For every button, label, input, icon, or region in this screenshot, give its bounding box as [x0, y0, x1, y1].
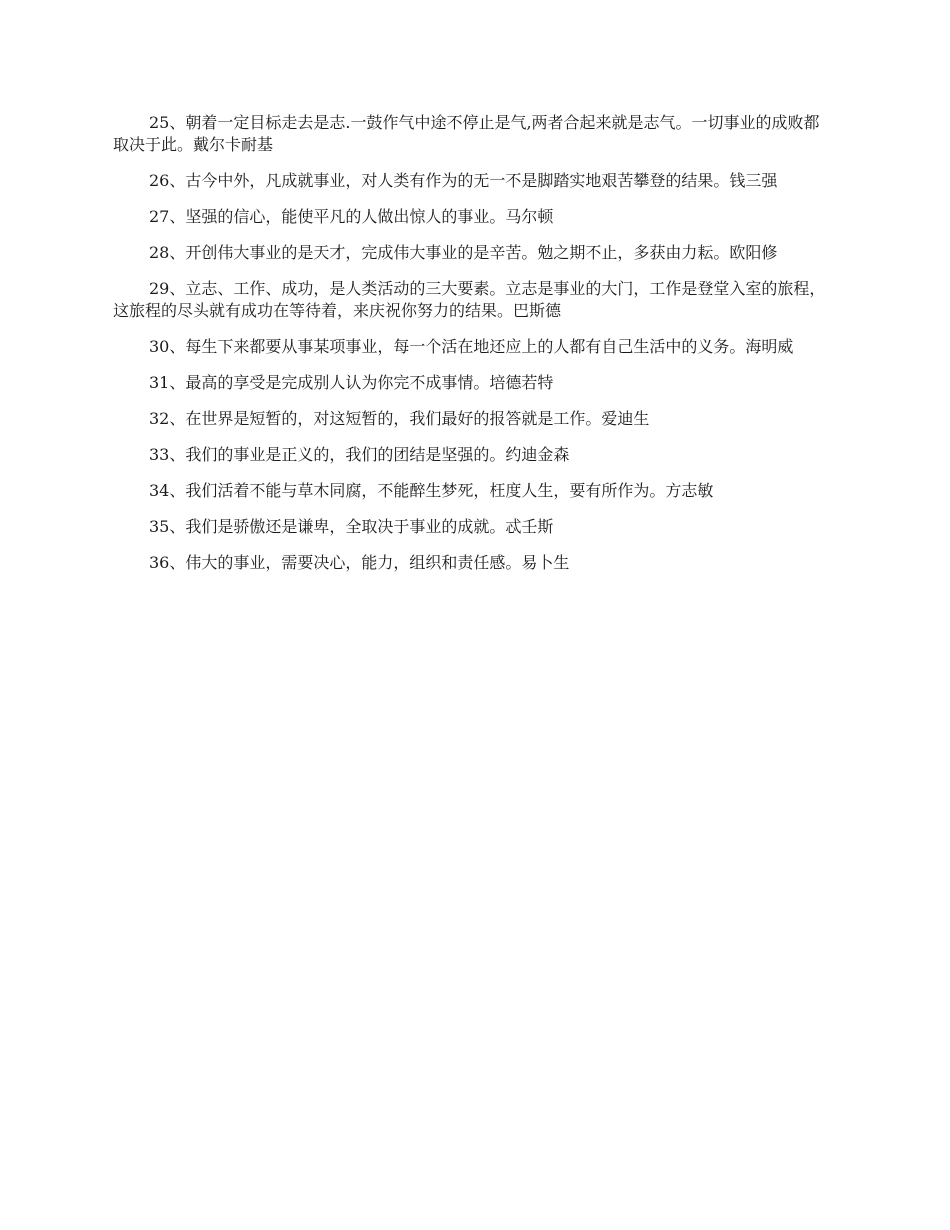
quote-paragraph: 29、立志、工作、成功，是人类活动的三大要素。立志是事业的大门，工作是登堂入室的旅程，这旅程的尽头就有成功在等待着，来庆祝你努力的结果。巴斯德: [113, 279, 826, 320]
quote-paragraph: 25、朝着一定目标走去是志.一鼓作气中途不停止是气,两者合起来就是志气。一切事业的成败都取决于此。戴尔卡耐基: [113, 113, 820, 154]
quote-paragraph: 35、我们是骄傲还是谦卑，全取决于事业的成就。忒壬斯: [149, 517, 554, 536]
quote-paragraph: 30、每生下来都要从事某项事业，每一个活在地还应上的人都有自己生活中的义务。海明威: [149, 337, 794, 356]
quote-paragraph: 33、我们的事业是正义的，我们的团结是坚强的。约迪金森: [149, 445, 570, 464]
quote-paragraph: 34、我们活着不能与草木同腐，不能醉生梦死，枉度人生，要有所作为。方志敏: [149, 481, 714, 500]
quote-paragraph: 27、坚强的信心，能使平凡的人做出惊人的事业。马尔顿: [149, 207, 554, 226]
quote-paragraph: 36、伟大的事业，需要决心，能力，组织和责任感。易卜生: [149, 553, 570, 572]
quote-paragraph: 26、古今中外，凡成就事业，对人类有作为的无一不是脚踏实地艰苦攀登的结果。钱三强: [149, 171, 778, 190]
document-page: [113, 112, 835, 588]
quote-paragraph: 32、在世界是短暂的，对这短暂的，我们最好的报答就是工作。爱迪生: [149, 409, 650, 428]
quote-paragraph: 28、开创伟大事业的是天才，完成伟大事业的是辛苦。勉之期不止，多获由力耘。欧阳修: [149, 243, 778, 262]
quote-paragraph: 31、最高的享受是完成别人认为你完不成事情。培德若特: [149, 373, 554, 392]
